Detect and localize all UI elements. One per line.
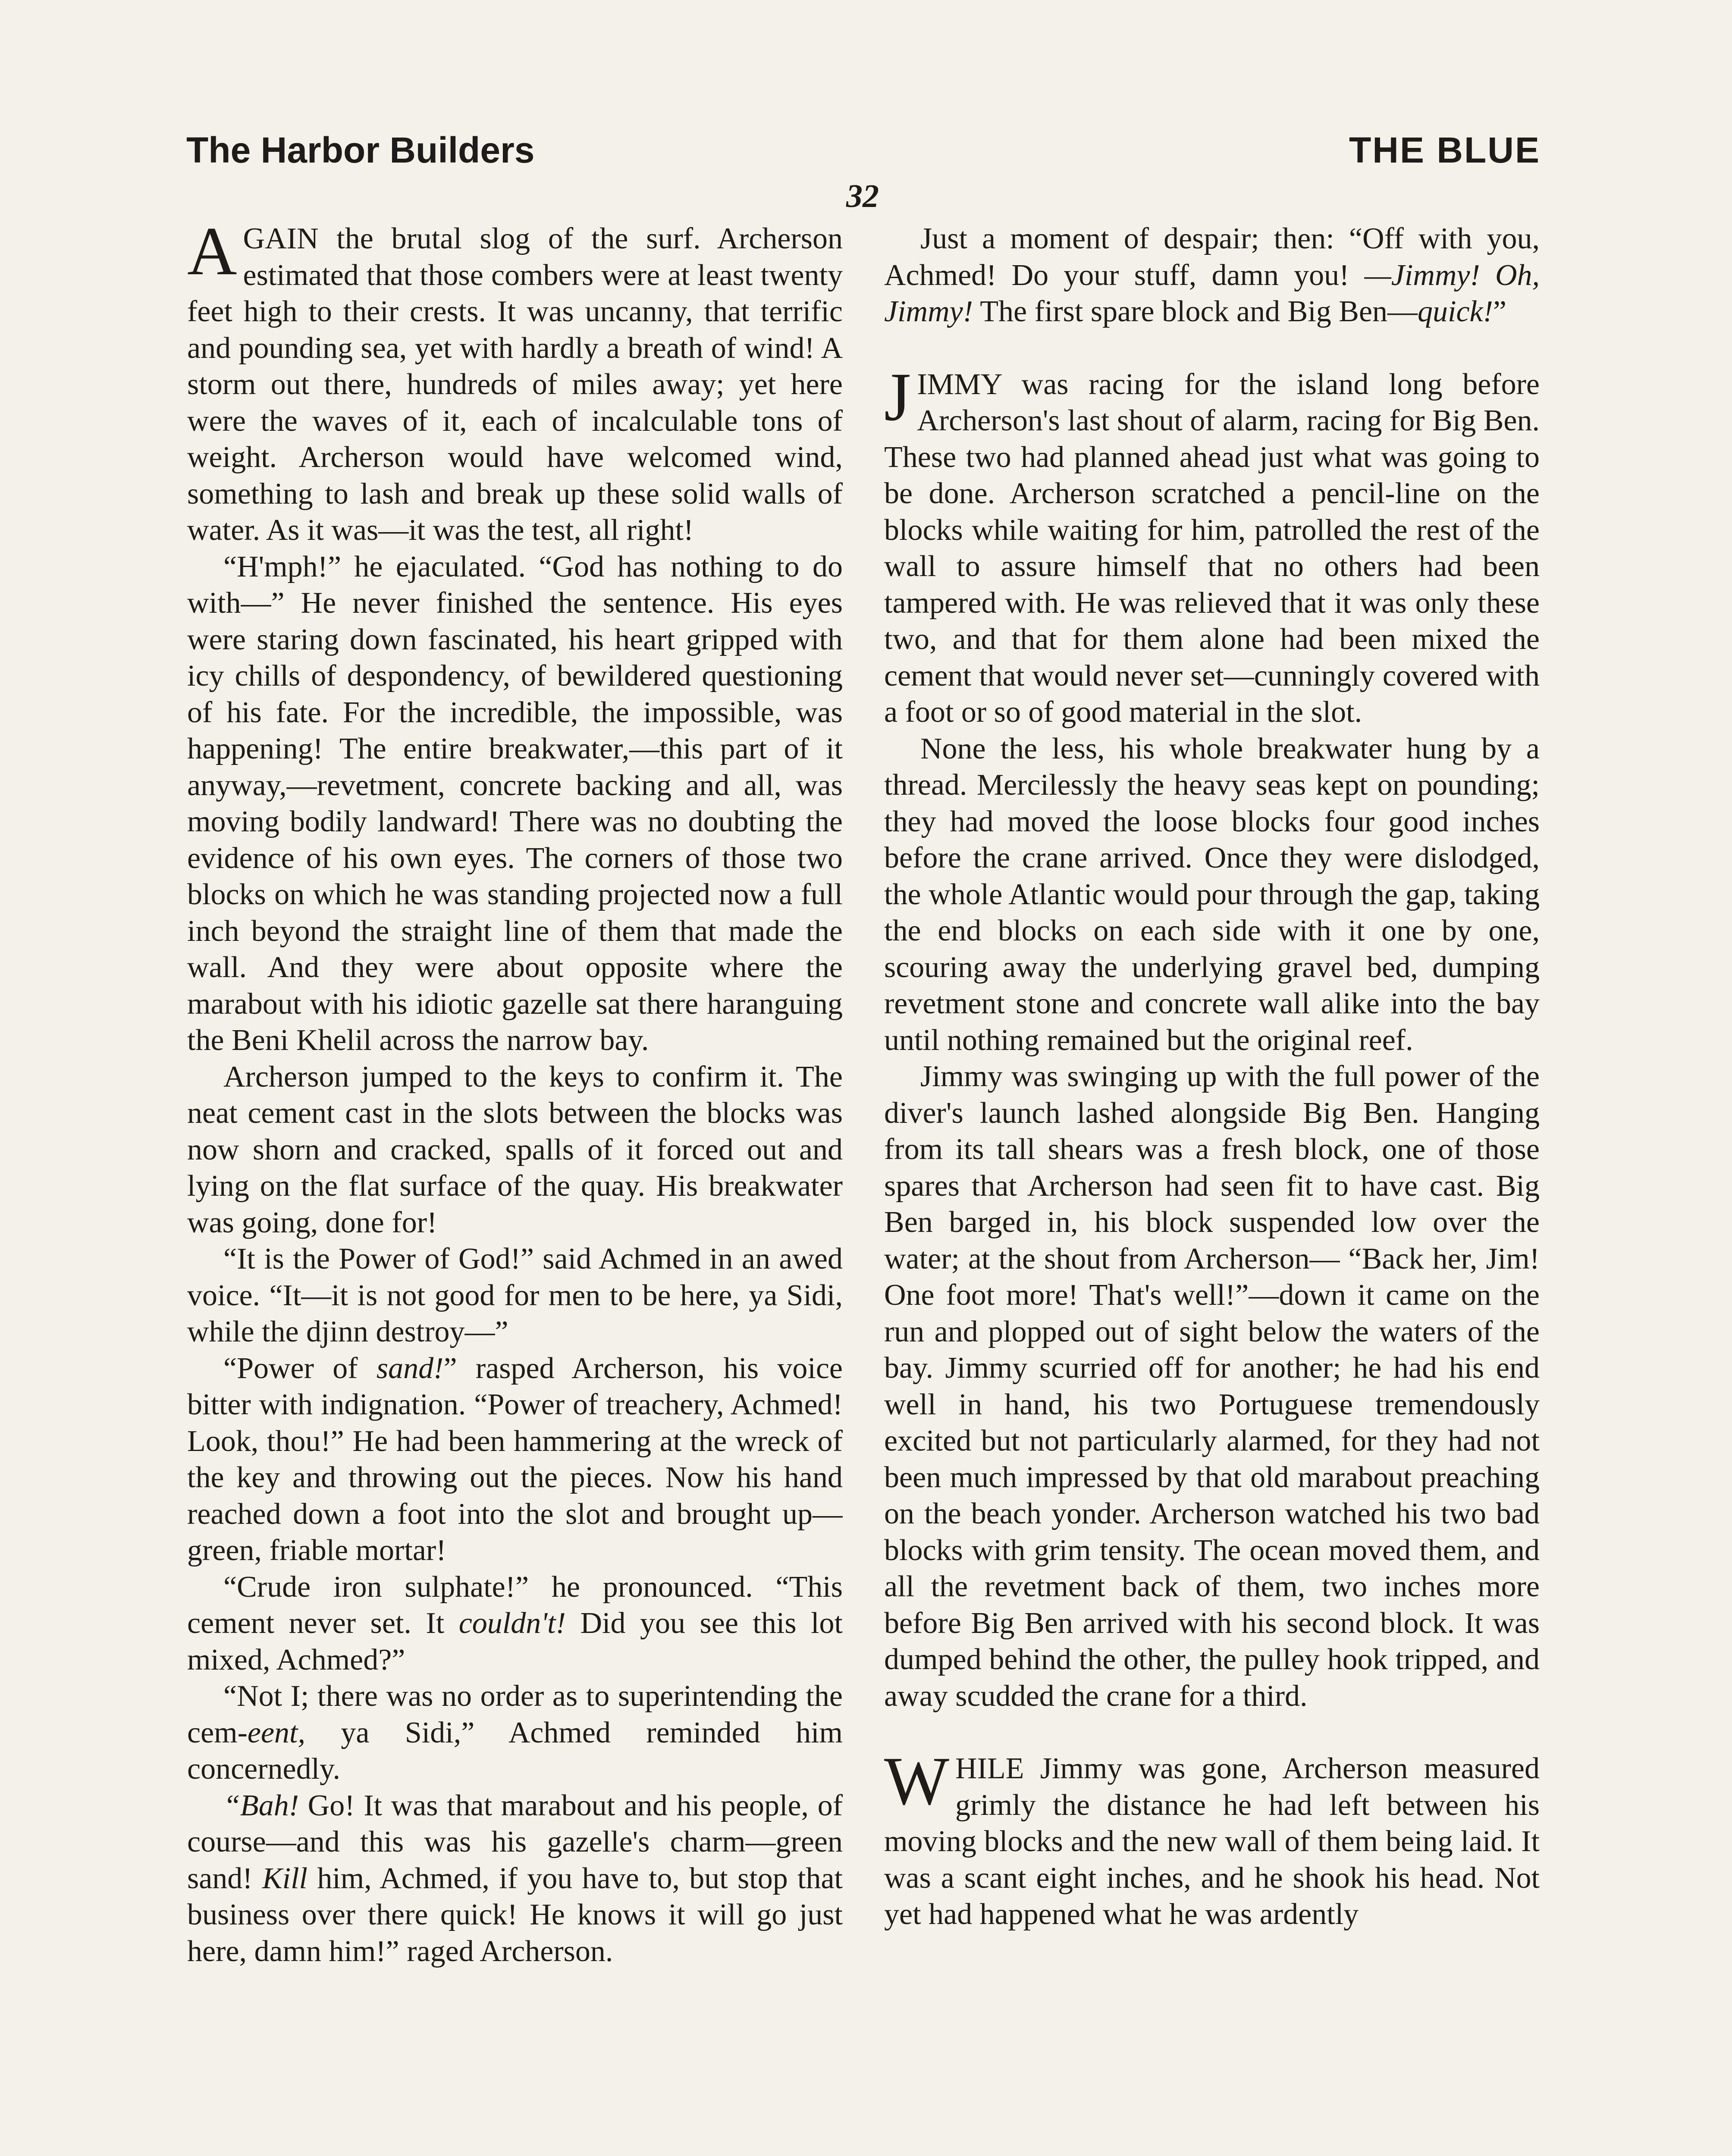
text-run: ”: [1493, 295, 1506, 328]
paragraph: [187, 1678, 843, 1788]
italic-run: eent,: [247, 1716, 305, 1749]
running-header-title: The Harbor Builders: [186, 130, 535, 170]
paragraph-text: GAIN the brutal slog of the surf. Archerson estimated that those combers were at least twenty feet high to their crests. It was uncanny, that terrific and pounding sea, yet with hardly a breath of wind! A storm out there, hundreds of miles away; yet here were the waves of it, each of incalculable tons of weight. Archerson would have welcomed wind, something to lash and break up these solid walls of water. As it was—it was the test, all right!: [187, 222, 843, 547]
text-run: ya Sidi,” Achmed reminded him concernedly.: [187, 1716, 843, 1786]
paragraph: Jimmy was swinging up with the full power of the diver's launch lashed alongside Big Ben. Hanging from its tall shears was a fresh block, one of those spares that Archerson had seen fit to have cast. Big Ben barged in, his block suspended low over the water; at the shout from Archerson— “Back her, Jim! One foot more! That's well!”—down it came on the run and plopped out of sight below the waters of the bay. Jimmy scurried off for another; he had his end well in hand, his two Portuguese tremendously excited but not particularly alarmed, for they had not been much impressed by that old marabout preaching on the beach yonder. Archerson watched his two bad blocks with grim tensity. The ocean moved them, and all the revetment back of them, two inches more before Big Ben arrived with his second block. It was dumped behind the other, the pulley hook tripped, and away scudded the crane for a third.: [884, 1060, 1540, 1713]
text-column-left: [187, 221, 843, 2156]
paragraph-text: HILE Jimmy was gone, Archerson measured grimly the distance he had left between his moving blocks and the new wall of them being laid. It was a scant eight inches, and he shook his head. Not yet had happened what he was ardently: [884, 1752, 1540, 1931]
paragraph: [187, 1788, 843, 1970]
running-header-magazine: THE BLUE: [1349, 130, 1541, 170]
text-run: The first spare block and Big Ben—: [973, 295, 1418, 328]
drop-cap: W: [884, 1742, 950, 1819]
text-run: Did you see this lot mixed, Achmed?”: [187, 1607, 843, 1677]
text-run: “Power of: [223, 1351, 377, 1385]
paragraph: [884, 358, 1540, 731]
text-run: Just a moment of despair; then: “Off with you, Achmed! Do your stuff, damn you!: [884, 222, 1540, 292]
paragraph: Archerson jumped to the keys to confirm it. The neat cement cast in the slots between the blocks was now shorn and cracked, spalls of it forced out and lying on the flat surface of the quay. His breakwater was going, done for!: [187, 1060, 843, 1239]
text-column-right: [884, 221, 1540, 2156]
paragraph: None the less, his whole breakwater hung by a thread. Mercilessly the heavy seas kept on pounding; they had moved the loose blocks four good inches before the crane arrived. Once they were dislodged, the whole Atlantic would pour through the gap, taking the end blocks on each side with it one by one, scouring away the underlying gravel bed, dumping revetment stone and concrete wall alike into the bay until nothing remained but the original reef.: [884, 732, 1540, 1057]
italic-run: Kill: [262, 1861, 307, 1895]
italic-run: “Bah!: [223, 1789, 299, 1822]
paragraph: [884, 1742, 1540, 1933]
page-number: 32: [846, 178, 879, 214]
italic-run: —Jimmy! Oh, Jimmy!: [884, 258, 1540, 328]
text-run: “Crude iron sulphate!” he pronounced. “This cement never set. It: [187, 1570, 843, 1640]
paragraph: [884, 221, 1540, 330]
paragraph: [187, 1351, 843, 1569]
drop-cap: A: [187, 221, 237, 289]
italic-run: sand!: [376, 1351, 444, 1385]
paragraph: [187, 1569, 843, 1679]
italic-run: couldn't!: [458, 1607, 566, 1640]
text-run: Go! It was that marabout and his people, of course—and this was his gazelle's charm—green sand!: [187, 1789, 843, 1895]
paragraph: “It is the Power of God!” said Achmed in an awed voice. “It—it is not good for men to be here, ya Sidi, while the djinn destroy—”: [187, 1242, 843, 1348]
drop-cap: J: [884, 358, 911, 435]
text-run: “Not I; there was no order as to superintending the cem-: [187, 1680, 843, 1749]
italic-run: quick!: [1418, 295, 1493, 328]
text-run: ” rasped Archerson, his voice bitter with indignation. “Power of treachery, Achmed! Look, thou!” He had been hammering at the wreck of the key and throwing out the pieces. Now his hand reached down a foot into the slot and brought up—green, friable mortar!: [187, 1351, 843, 1567]
paragraph: [187, 221, 843, 549]
paragraph-text: IMMY was racing for the island long before Archerson's last shout of alarm, racing for Big Ben. These two had planned ahead just what was going to be done. Archerson scratched a pencil-line on the blocks while waiting for him, patrolled the rest of the wall to assure himself that no others had been tampered with. He was relieved that it was only these two, and that for them alone had been mixed the cement that would never set—cunningly covered with a foot or so of good material in the slot.: [884, 367, 1540, 729]
paragraph: “H'mph!” he ejaculated. “God has nothing to do with—” He never finished the sentence. His eyes were staring down fascinated, his heart gripped with icy chills of despondency, of bewildered questioning of his fate. For the incredible, the impossible, was happening! The entire breakwater,—this part of it anyway,—revetment, concrete backing and all, was moving bodily landward! There was no doubting the evidence of his own eyes. The corners of those two blocks on which he was standing projected now a full inch beyond the straight line of them that made the wall. And they were about opposite where the marabout with his idiotic gazelle sat there haranguing the Beni Khelil across the narrow bay.: [187, 550, 843, 1057]
text-run: him, Achmed, if you have to, but stop that business over there quick! He knows it will go just here, damn him!” raged Archerson.: [187, 1861, 843, 1968]
